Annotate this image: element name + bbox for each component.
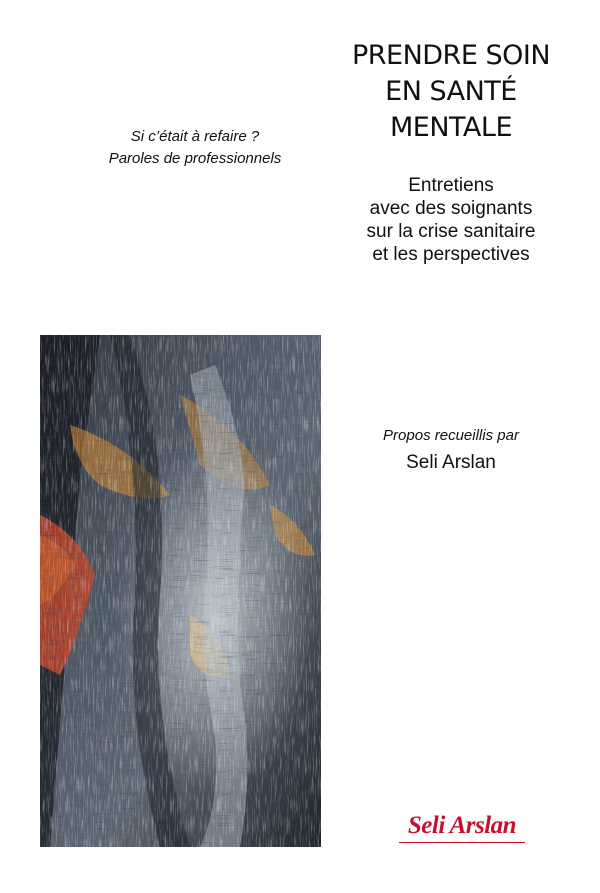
book-subtitle bbox=[340, 174, 562, 266]
subtitle-line-1: Entretiens bbox=[408, 175, 494, 196]
publisher-logo bbox=[392, 812, 532, 843]
collection-name bbox=[60, 126, 330, 170]
cover-photo bbox=[40, 335, 321, 847]
title-line-3: MENTALE bbox=[389, 112, 513, 143]
credit-label: Propos recueillis par bbox=[383, 427, 519, 444]
publisher-name: Seli Arslan bbox=[407, 812, 517, 839]
subtitle-line-4: et les perspectives bbox=[372, 244, 530, 265]
abstract-ice-texture-icon bbox=[40, 335, 321, 847]
title-line-1: PRENDRE SOIN bbox=[351, 40, 551, 71]
book-title bbox=[340, 38, 562, 146]
author-name: Seli Arslan bbox=[406, 452, 496, 473]
title-line-2: EN SANTÉ bbox=[385, 76, 517, 107]
collection-line-2: Paroles de professionnels bbox=[108, 150, 282, 167]
subtitle-line-2: avec des soignants bbox=[369, 198, 533, 219]
publisher-underline bbox=[399, 842, 525, 843]
collection-line-1: Si c’était à refaire ? bbox=[130, 128, 260, 145]
subtitle-line-3: sur la crise sanitaire bbox=[366, 221, 536, 242]
